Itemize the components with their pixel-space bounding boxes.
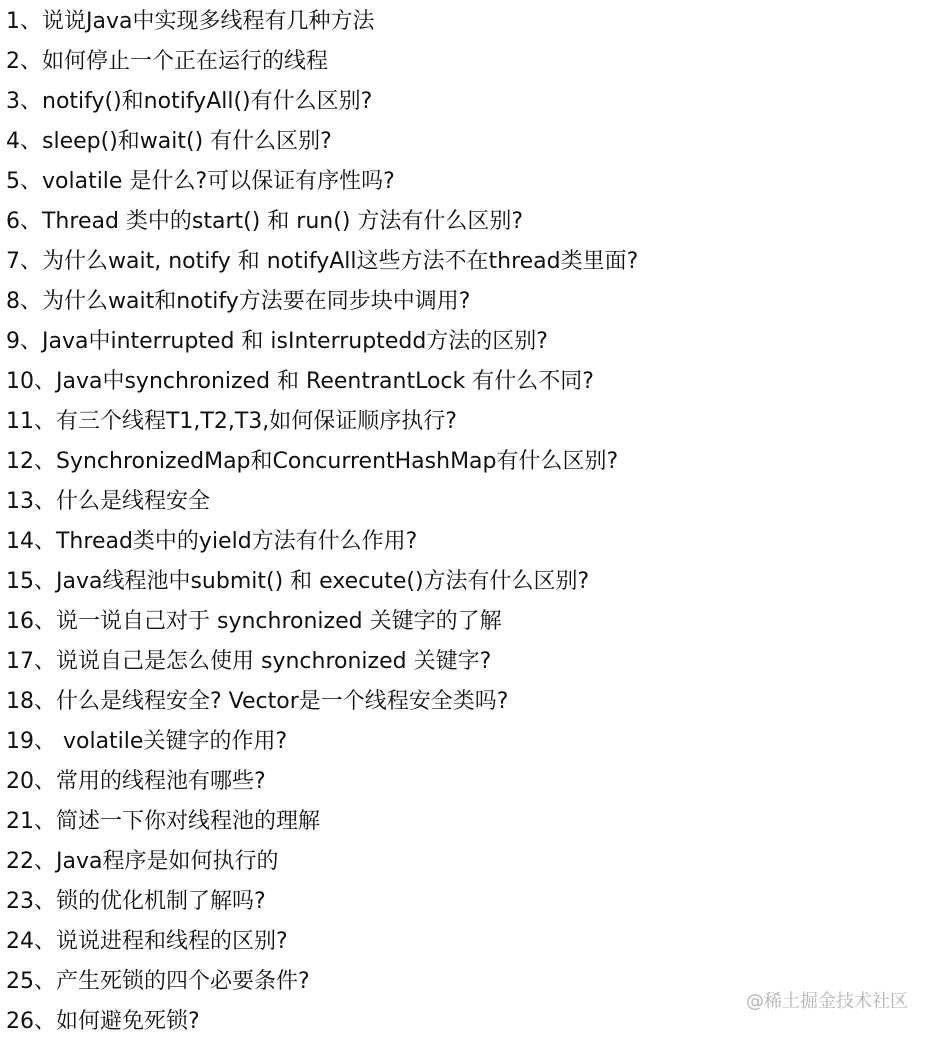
question-list (6, 2, 926, 1042)
question-item: 13、什么是线程安全 (6, 489, 210, 514)
question-item: 26、如何避免死锁? (6, 1009, 200, 1034)
question-item: 17、说说自己是怎么使用 synchronized 关键字? (6, 649, 492, 674)
question-item: 23、锁的优化机制了解吗? (6, 889, 266, 914)
question-item: 19、 volatile关键字的作用? (6, 729, 288, 754)
question-item: 25、产生死锁的四个必要条件? (6, 969, 310, 994)
question-item: 7、为什么wait, notify 和 notifyAll这些方法不在thread类里面? (6, 249, 639, 274)
question-item: 10、Java中synchronized 和 ReentrantLock 有什么不同? (6, 369, 594, 394)
question-item: 3、notify()和notifyAll()有什么区别? (6, 89, 373, 114)
watermark-text: @稀土掘金技术社区 (746, 991, 908, 1012)
question-item: 6、Thread 类中的start() 和 run() 方法有什么区别? (6, 209, 524, 234)
question-item: 14、Thread类中的yield方法有什么作用? (6, 529, 418, 554)
question-item: 18、什么是线程安全? Vector是一个线程安全类吗? (6, 689, 509, 714)
question-item: 12、SynchronizedMap和ConcurrentHashMap有什么区别? (6, 449, 619, 474)
question-item: 4、sleep()和wait() 有什么区别? (6, 129, 332, 154)
question-item: 5、volatile 是什么?可以保证有序性吗? (6, 169, 395, 194)
question-item: 22、Java程序是如何执行的 (6, 849, 279, 874)
question-item: 2、如何停止一个正在运行的线程 (6, 49, 328, 74)
question-item: 15、Java线程池中submit() 和 execute()方法有什么区别? (6, 569, 590, 594)
question-item: 1、说说Java中实现多线程有几种方法 (6, 9, 375, 34)
question-item: 11、有三个线程T1,T2,T3,如何保证顺序执行? (6, 409, 457, 434)
question-item: 9、Java中interrupted 和 isInterruptedd方法的区别? (6, 329, 548, 354)
question-item: 20、常用的线程池有哪些? (6, 769, 266, 794)
question-item: 8、为什么wait和notify方法要在同步块中调用? (6, 289, 471, 314)
question-item: 21、简述一下你对线程池的理解 (6, 809, 320, 834)
question-item: 24、说说进程和线程的区别? (6, 929, 288, 954)
question-item: 16、说一说自己对于 synchronized 关键字的了解 (6, 609, 502, 634)
